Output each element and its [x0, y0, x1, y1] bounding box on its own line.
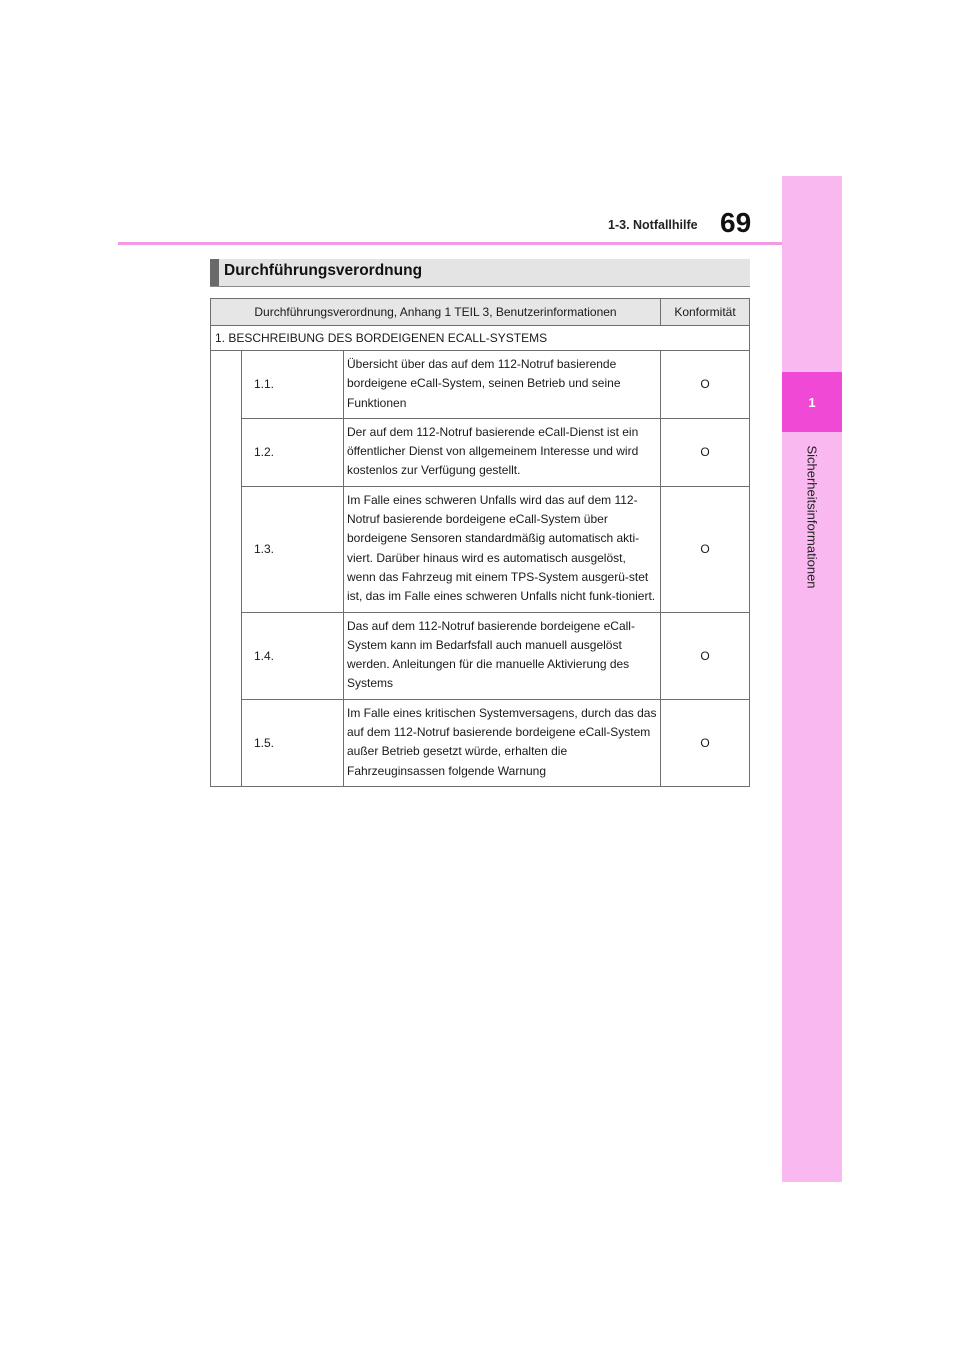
row-conformity: O	[661, 486, 750, 612]
header-cell-conformity: Konformität	[661, 299, 750, 326]
row-text: Im Falle eines kritischen Systemversagens, durch das das auf dem 112-Notruf basierende bordeigene eCall-System außer Betrieb gesetzt würde, erhalten die Fahrzeuginsassen folgende Warnung	[344, 699, 661, 786]
row-text: Im Falle eines schweren Unfalls wird das auf dem 112-Notruf basierende bordeigene eCall-System über bordeigene Sensoren standardmäßig automatisch akti-viert. Darüber hinaus wird es automatisch ausgelöst, wenn das Fahrzeug mit einem TPS-System ausgerü-stet ist, das im Falle eines schweren Unfalls nicht funk-tioniert.	[344, 486, 661, 612]
chapter-row-cell: 1. BESCHREIBUNG DES BORDEIGENEN ECALL-SYSTEMS	[211, 326, 750, 351]
running-header-title: 1-3. Notfallhilfe	[608, 218, 698, 232]
section-heading: Durchführungsverordnung	[224, 262, 423, 279]
table-row	[211, 699, 750, 786]
section-heading-accent	[210, 259, 219, 286]
row-number: 1.2.	[242, 418, 344, 486]
row-conformity: O	[661, 612, 750, 699]
header-cell-regulation: Durchführungsverordnung, Anhang 1 TEIL 3, Benutzerinformationen	[211, 299, 661, 326]
indent-cell	[211, 351, 242, 787]
table-header-row	[211, 299, 750, 326]
chapter-title: Sicherheitsinformationen	[804, 445, 820, 589]
row-number: 1.3.	[242, 486, 344, 612]
regulation-table	[210, 298, 750, 787]
row-conformity: O	[661, 351, 750, 419]
table-row	[211, 486, 750, 612]
table-row	[211, 612, 750, 699]
row-number: 1.1.	[242, 351, 344, 419]
row-text: Der auf dem 112-Notruf basierende eCall-Dienst ist ein öffentlicher Dienst von allgemeinem Interesse und wird kostenlos zur Verfügung gestellt.	[344, 418, 661, 486]
row-number: 1.5.	[242, 699, 344, 786]
row-number: 1.4.	[242, 612, 344, 699]
row-text: Das auf dem 112-Notruf basierende bordeigene eCall-System kann im Bedarfsfall auch manuell ausgelöst werden. Anleitungen für die manuelle Aktivierung des Systems	[344, 612, 661, 699]
header-rule	[118, 242, 782, 245]
section-heading-bar	[210, 259, 750, 287]
chapter-number-badge	[782, 372, 842, 432]
table-row	[211, 351, 750, 419]
chapter-row	[211, 326, 750, 351]
page-number: 69	[720, 207, 752, 238]
row-conformity: O	[661, 418, 750, 486]
chapter-side-tab	[782, 176, 842, 1182]
chapter-number: 1	[808, 394, 816, 410]
table-row	[211, 418, 750, 486]
row-text: Übersicht über das auf dem 112-Notruf basierende bordeigene eCall-System, seinen Betrieb und seine Funktionen	[344, 351, 661, 419]
row-conformity: O	[661, 699, 750, 786]
